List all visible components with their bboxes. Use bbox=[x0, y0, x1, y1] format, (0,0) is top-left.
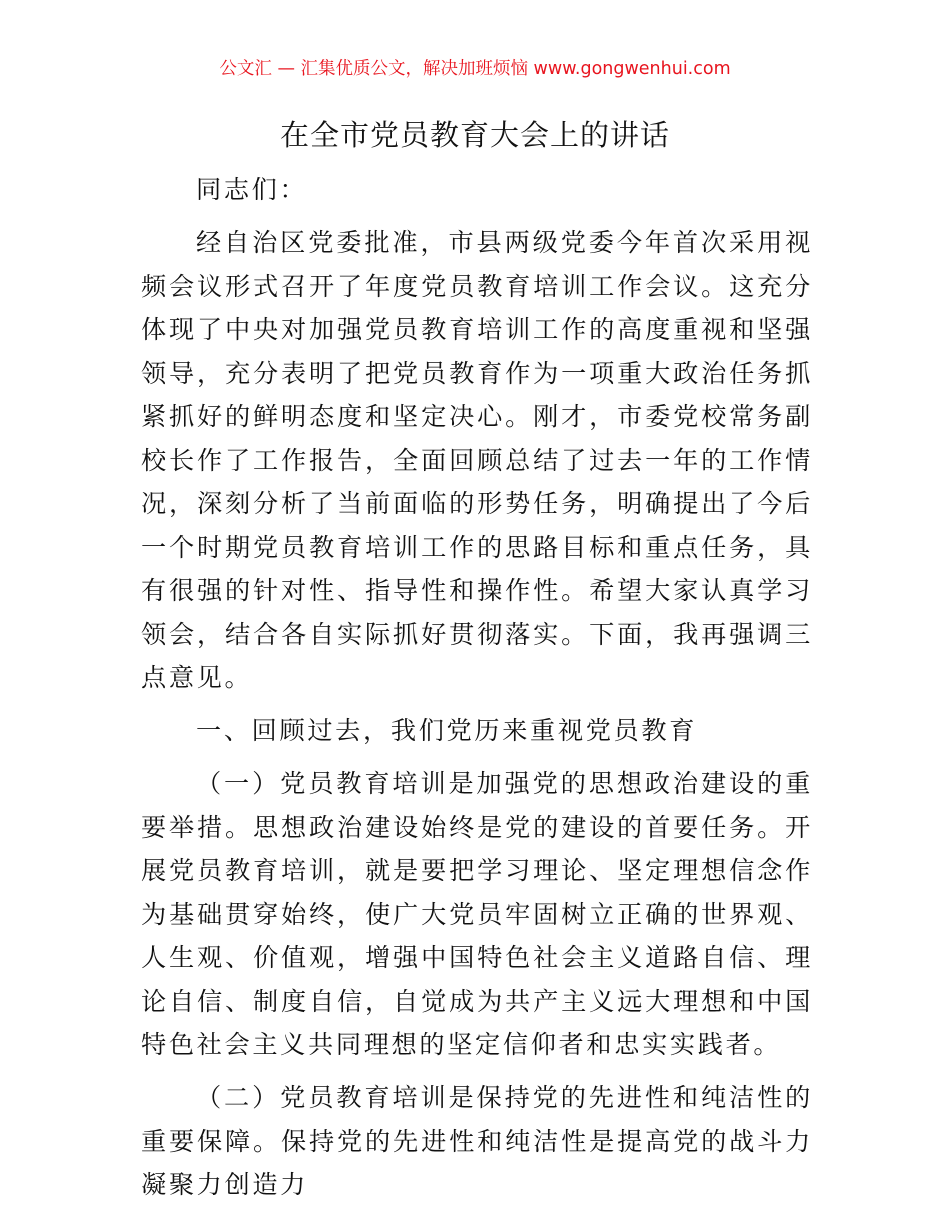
paragraph-subsection-1: （一）党员教育培训是加强党的思想政治建设的重要举措。思想政治建设始终是党的建设的首要任务。开展党员教育培训，就是要把学习理论、坚定理想信念作为基础贯穿始终，使广大党员牢固树立正确的世界观、人生观、价值观，增强中国特色社会主义道路自信、理论自信、制度自信，自觉成为共产主义远大理想和中国特色社会主义共同理想的坚定信仰者和忠实实践者。 bbox=[141, 769, 813, 1059]
document-body bbox=[141, 168, 813, 1207]
document-title: 在全市党员教育大会上的讲话 bbox=[279, 118, 670, 152]
section-heading-1: 一、回顾过去，我们党历来重视党员教育 bbox=[196, 716, 698, 745]
paragraph-subsection-2: （二）党员教育培训是保持党的先进性和纯洁性的重要保障。保持党的先进性和纯洁性是提高党的战斗力凝聚力创造力 bbox=[141, 1083, 813, 1199]
salutation: 同志们： bbox=[196, 175, 308, 204]
site-banner: 公文汇 — 汇集优质公文，解决加班烦恼 www.gongwenhui.com bbox=[219, 59, 731, 79]
paragraph-intro: 经自治区党委批准，市县两级党委今年首次采用视频会议形式召开了年度党员教育培训工作会议。这充分体现了中央对加强党员教育培训工作的高度重视和坚强领导，充分表明了把党员教育作为一项重大政治任务抓紧抓好的鲜明态度和坚定决心。刚才，市委党校常务副校长作了工作报告，全面回顾总结了过去一年的工作情况，深刻分析了当前面临的形势任务，明确提出了今后一个时期党员教育培训工作的思路目标和重点任务，具有很强的针对性、指导性和操作性。希望大家认真学习领会，结合各自实际抓好贯彻落实。下面，我再强调三点意见。 bbox=[141, 228, 813, 692]
